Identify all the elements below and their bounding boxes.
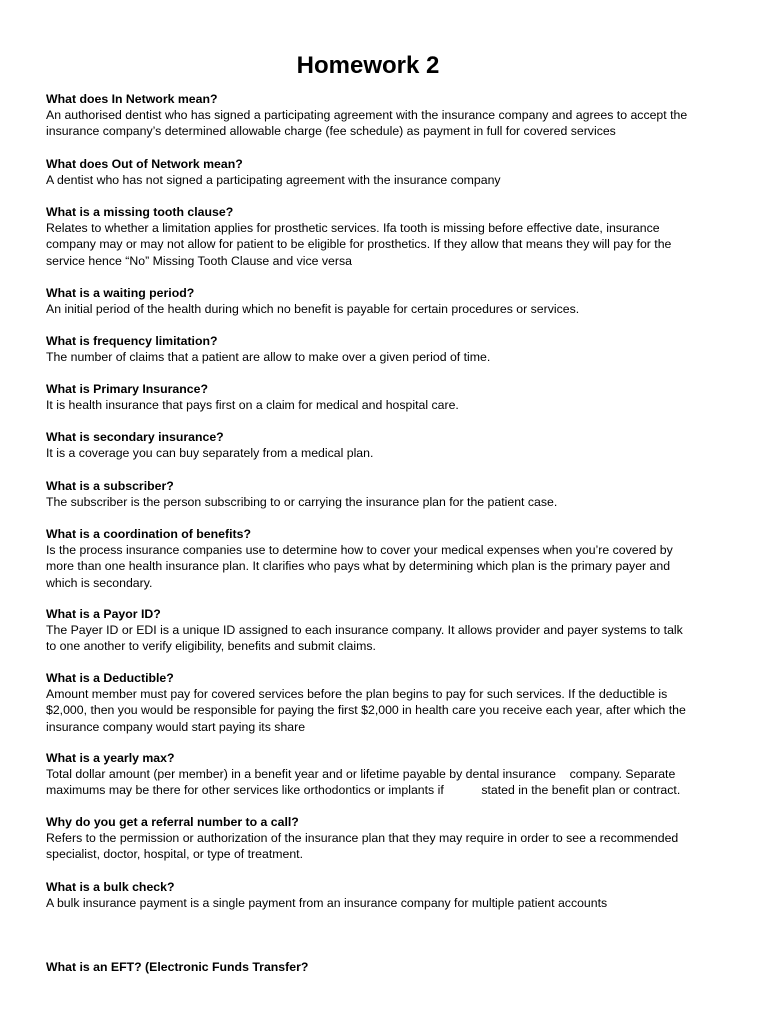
qa-item xyxy=(46,333,736,365)
answer-text: The Payer ID or EDI is a unique ID assigned to each insurance company. It allows provider and payer systems to talk xyxy=(46,623,683,638)
qa-item xyxy=(46,526,736,591)
qa-item xyxy=(46,959,736,975)
answer-text: more than one health insurance plan. It clarifies who pays what by determining which plan is the primary payer and xyxy=(46,559,671,574)
answer-text: A bulk insurance payment is a single payment from an insurance company for multiple patient accounts xyxy=(46,896,608,911)
answer-text: Amount member must pay for covered services before the plan begins to pay for such services. If the deductible is xyxy=(46,687,668,702)
qa-item xyxy=(46,478,736,510)
question-heading: What does Out of Network mean? xyxy=(46,157,243,171)
answer-text: A dentist who has not signed a participating agreement with the insurance company xyxy=(46,173,501,188)
answer-text: The subscriber is the person subscribing to or carrying the insurance plan for the patient case. xyxy=(46,495,558,510)
question-heading: What is frequency limitation? xyxy=(46,334,218,348)
answer-text: insurance company would start paying its share xyxy=(46,719,306,734)
page-title: Homework 2 xyxy=(296,52,440,79)
qa-item xyxy=(46,670,736,735)
qa-item xyxy=(46,91,736,140)
qa-item xyxy=(46,204,736,269)
qa-item xyxy=(46,606,736,655)
question-heading: What is a subscriber? xyxy=(46,479,174,493)
question-heading: Why do you get a referral number to a call? xyxy=(46,815,299,829)
answer-text: which is secondary. xyxy=(46,575,153,590)
qa-item xyxy=(46,381,736,413)
question-heading: What is a waiting period? xyxy=(46,286,195,300)
question-heading: What is an EFT? (Electronic Funds Transfer? xyxy=(46,960,309,974)
answer-text: specialist, doctor, hospital, or type of treatment. xyxy=(46,847,303,862)
question-heading: What is Primary Insurance? xyxy=(46,382,208,396)
qa-item xyxy=(46,285,736,317)
answer-text: It is health insurance that pays first on a claim for medical and hospital care. xyxy=(46,398,459,413)
answer-text: service hence “No” Missing Tooth Clause and vice versa xyxy=(46,253,352,268)
answer-text: insurance company’s determined allowable charge (fee schedule) as payment in full for covered services xyxy=(46,124,616,139)
answer-text: It is a coverage you can buy separately from a medical plan. xyxy=(46,446,374,461)
answer-text: Total dollar amount (per member) in a benefit year and or lifetime payable by dental insurance company. Separate xyxy=(46,767,676,782)
question-heading: What is a Deductible? xyxy=(46,671,174,685)
answer-text: An authorised dentist who has signed a participating agreement with the insurance company and agrees to accept the xyxy=(46,108,688,123)
answer-text: maximums may be there for other services like orthodontics or implants if stated in the benefit plan or contract. xyxy=(46,783,681,798)
qa-item xyxy=(46,814,736,863)
answer-text: Relates to whether a limitation applies for prosthetic services. Ifa tooth is missing before effective date, insurance xyxy=(46,221,660,236)
question-heading: What is a missing tooth clause? xyxy=(46,205,234,219)
answer-text: company may or may not allow for patient to be eligible for prosthetics. If they allow that means they will pay for the xyxy=(46,237,672,252)
question-heading: What does In Network mean? xyxy=(46,92,218,106)
qa-item xyxy=(46,879,736,911)
answer-text: Is the process insurance companies use to determine how to cover your medical expenses when you’re covered by xyxy=(46,543,673,558)
question-heading: What is a yearly max? xyxy=(46,751,175,765)
question-heading: What is a coordination of benefits? xyxy=(46,527,251,541)
answer-text: The number of claims that a patient are allow to make over a given period of time. xyxy=(46,350,491,365)
question-heading: What is a bulk check? xyxy=(46,880,175,894)
question-heading: What is a Payor ID? xyxy=(46,607,161,621)
answer-text: to one another to verify eligibility, benefits and submit claims. xyxy=(46,639,376,654)
answer-text: Refers to the permission or authorization of the insurance plan that they may require in order to see a recommended xyxy=(46,831,679,846)
qa-item xyxy=(46,429,736,461)
answer-text: An initial period of the health during which no benefit is payable for certain procedures or services. xyxy=(46,302,580,317)
qa-item xyxy=(46,156,736,188)
qa-item xyxy=(46,750,736,799)
answer-text: $2,000, then you would be responsible for paying the first $2,000 in health care you receive each year, after which the xyxy=(46,703,686,718)
question-heading: What is secondary insurance? xyxy=(46,430,224,444)
